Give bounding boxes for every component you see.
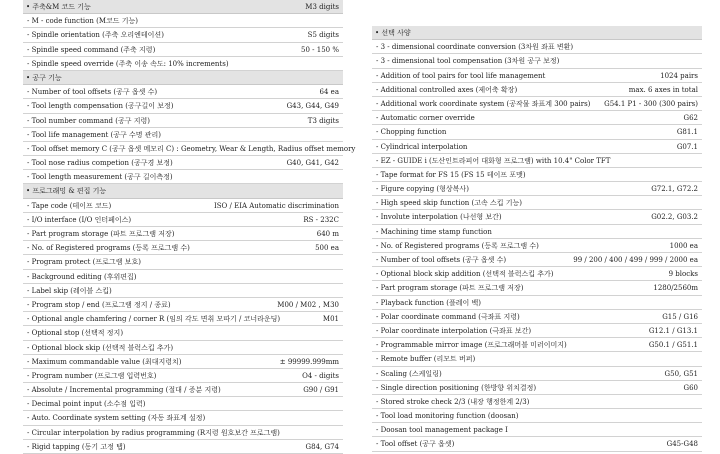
spec-row (23, 298, 343, 312)
spec-value: M00 / M02 , M30 (277, 300, 339, 309)
spec-row (23, 142, 356, 156)
spec-label: - Doosan tool management package I (376, 426, 508, 435)
spec-row (372, 154, 702, 168)
spec-label: - Chopping function (376, 128, 447, 137)
spec-value: ± 99999.999mm (279, 357, 339, 366)
spec-row (23, 28, 343, 42)
spec-row (372, 437, 702, 451)
spec-label: - No. of Registered programs (등록 프로그램 수) (27, 244, 190, 253)
spec-label: - 3 - dimensional tool compensation (3차원 공구 보정) (376, 57, 560, 66)
section-title: • 주축&M 코드 기능 (26, 3, 91, 11)
spec-row (372, 54, 702, 68)
spec-label: - Scaling (스케일링) (376, 369, 442, 378)
spec-row (23, 241, 343, 255)
spec-value: M01 (322, 315, 339, 324)
spec-label: - Optional block skip (선택적 블럭스킵 추가) (27, 343, 174, 352)
spec-label: - Figure copying (형상복사) (376, 185, 469, 194)
spec-row (372, 239, 702, 253)
spec-label: - Program number (프로그램 입력번호) (27, 371, 157, 380)
spec-row (372, 409, 702, 423)
spec-row (372, 83, 702, 97)
spec-value: RS - 232C (303, 215, 339, 224)
spec-value: G72.1, G72.2 (651, 185, 698, 194)
spec-value: 1024 pairs (660, 71, 698, 80)
spec-row (23, 99, 343, 113)
spec-row (372, 324, 702, 338)
spec-row (23, 369, 343, 383)
spec-value: G81.1 (676, 128, 698, 137)
spec-value: G02.2, G03.2 (651, 213, 698, 222)
spec-label: - High speed skip function (고속 스킵 기능) (376, 199, 523, 208)
spec-row (372, 69, 702, 83)
spec-row (23, 255, 343, 269)
spec-label: - Tool life management (공구 수명 관리) (27, 130, 161, 139)
spec-label: - Absolute / Incremental programming (절대 / 증분 지령) (27, 386, 221, 395)
spec-label: - I/O interface (I/O 인터페이스) (27, 215, 132, 224)
spec-label: - Cylindrical interpolation (376, 142, 468, 151)
spec-value: G50.1 / G51.1 (648, 341, 698, 350)
spec-row (23, 85, 343, 99)
spec-row (23, 411, 343, 425)
spec-value: 50 - 150 % (301, 45, 339, 54)
spec-value: G50, G51 (664, 369, 698, 378)
spec-value: G07.1 (676, 142, 698, 151)
spec-label: - Tool offset memory C (공구 옵셋 메모리 C) : Geometry, Wear & Length, Radius offset memory (27, 144, 356, 153)
spec-row (23, 213, 343, 227)
spec-value: G43, G44, G49 (286, 102, 339, 111)
spec-value: 64 ea (319, 88, 339, 97)
spec-value: G45-G48 (666, 440, 698, 449)
spec-row (372, 182, 702, 196)
spec-label: - Playback function (플레이 백) (376, 298, 481, 307)
spec-label: - Programmable mirror image (프로그래머블 미러이미지) (376, 341, 567, 350)
spec-value: 99 / 200 / 400 / 499 / 999 / 2000 ea (573, 256, 698, 264)
spec-label: - Addition of tool pairs for tool life management (376, 71, 546, 80)
spec-label: - Tool offset (공구 옵셋) (376, 440, 455, 449)
spec-label: - Tool number command (공구 지령) (27, 116, 150, 125)
spec-value: ISO / EIA Automatic discrimination (213, 201, 339, 210)
spec-label: - Involute interpolation (나선형 보간) (376, 213, 502, 222)
spec-label: - Number of tool offsets (공구 옵셋 수) (376, 256, 507, 264)
spec-value: G15 / G16 (662, 312, 698, 321)
option-spec-column (372, 26, 702, 452)
spec-label: - Part program storage (파트 프로그램 저장) (27, 230, 175, 238)
spec-value: max. 6 axes in total (628, 85, 698, 94)
spec-label: - Spindle speed command (주축 지령) (27, 45, 156, 54)
spec-row (372, 381, 702, 395)
spec-label: - Tape format for FS 15 (FS 15 테이프 포맷) (376, 170, 526, 179)
spec-row (23, 284, 343, 298)
spec-label: - Spindle speed override (주축 이송 속도: 10% increments) (27, 59, 229, 68)
spec-label: - Number of tool offsets (공구 옵셋 수) (27, 88, 158, 97)
spec-label: - Optional stop (선택적 정지) (27, 329, 124, 338)
spec-label: - Additional controlled axes (제어축 확장) (376, 85, 518, 94)
spec-value: 640 m (316, 230, 339, 238)
spec-row (372, 210, 702, 224)
spec-row (23, 43, 343, 57)
spec-row (23, 57, 343, 71)
spec-row (372, 125, 702, 139)
spec-label: - Stored stroke check 2/3 (내장 행정한계 2/3) (376, 397, 530, 406)
spec-row (372, 196, 702, 210)
spec-label: - Polar coordinate command (극좌표 지령) (376, 312, 520, 321)
spec-row (23, 312, 343, 326)
spec-label: - Tool load monitoring function (doosan) (376, 412, 519, 421)
spec-label: - Machining time stamp function (376, 227, 492, 236)
spec-row (372, 423, 702, 437)
spec-row (372, 395, 702, 409)
spec-row (372, 40, 702, 54)
spec-label: - Program stop / end (프로그램 정지 / 종료) (27, 300, 171, 309)
spec-label: - Maximum commandable value (최대지령치) (27, 357, 182, 366)
spec-row (23, 14, 343, 28)
spec-row (372, 168, 702, 182)
spec-row (23, 397, 343, 411)
spec-row (372, 267, 702, 281)
spec-label: - Tape code (테이프 코드) (27, 201, 112, 210)
spec-row (372, 310, 702, 324)
spec-row (23, 128, 343, 142)
spec-value: T3 digits (307, 116, 339, 125)
spec-value: G60 (683, 383, 698, 392)
spec-row (23, 440, 343, 454)
spec-row (372, 352, 702, 366)
spec-row (23, 341, 343, 355)
spec-label: - Part program storage (파트 프로그램 저장) (376, 284, 524, 293)
spec-row (23, 199, 343, 213)
spec-label: - Polar coordinate interpolation (극좌표 보간) (376, 326, 532, 335)
spec-value: G62 (683, 114, 698, 123)
spec-row (372, 97, 702, 111)
section-header (23, 0, 343, 14)
spec-label: - Additional work coordinate system (공작물 좌표계 300 pairs) (376, 99, 591, 108)
spec-row (372, 225, 702, 239)
spec-label: - M - code function (M코드 기능) (27, 17, 138, 26)
spec-value: 500 ea (315, 244, 339, 253)
spec-row (23, 355, 343, 369)
spec-value: G40, G41, G42 (286, 159, 339, 168)
spec-label: - Background editing (후위편집) (27, 272, 137, 281)
spec-row (23, 383, 343, 397)
spec-label: - Auto. Coordinate system setting (자동 좌표계 설정) (27, 414, 206, 423)
spec-value: M3 digits (305, 3, 339, 11)
spec-value: 1000 ea (669, 241, 698, 250)
spec-label: - Tool length measurement (공구 길이측정) (27, 173, 173, 182)
spec-label: - Rigid tapping (동기 고정 탭) (27, 442, 126, 451)
section-header (23, 71, 343, 85)
spec-label: - Automatic corner override (376, 114, 475, 123)
spec-row (23, 156, 343, 170)
spec-row (372, 367, 702, 381)
section-title: • 선택 사양 (375, 29, 411, 37)
spec-row (23, 114, 343, 128)
spec-label: - Spindle orientation (주축 오리엔테이션) (27, 31, 164, 40)
spec-value: O4 - digits (302, 371, 339, 380)
spec-label: - Label skip (레이블 스킵) (27, 286, 112, 295)
spec-label: - Tool length compensation (공구길이 보정) (27, 102, 174, 111)
spec-value: 1280/2560m (653, 284, 698, 293)
spec-row (372, 296, 702, 310)
spec-label: - 3 - dimensional coordinate conversion (3차원 좌표 변환) (376, 43, 574, 52)
spec-label: - Circular interpolation by radius programming (R지령 원호보간 프로그램) (27, 428, 280, 437)
section-header (372, 26, 702, 40)
spec-value: G84, G74 (305, 442, 339, 451)
spec-row (23, 426, 343, 440)
section-header (23, 184, 343, 198)
spec-row (372, 253, 702, 267)
spec-label: - Tool nose radius competion (공구경 보정) (27, 159, 173, 168)
spec-value: G90 / G91 (303, 386, 339, 395)
spec-label: - Optional block skip addition (선택적 블럭스킵 추가) (376, 270, 554, 279)
spec-row (372, 111, 702, 125)
spec-row (23, 170, 343, 184)
section-title: • 프로그래밍 & 편집 기능 (26, 187, 107, 196)
spec-row (23, 270, 343, 284)
spec-label: - Single direction positioning (한방향 위치결정) (376, 383, 537, 392)
spec-row (372, 140, 702, 154)
standard-spec-column (23, 0, 356, 454)
spec-label: - EZ - GUIDE i (도산인트라피어 대화형 프로그램) with 10.4" Color TFT (376, 156, 611, 165)
section-title: • 공구 기능 (26, 73, 62, 82)
spec-row (372, 338, 702, 352)
spec-value: G54.1 P1 - 300 (300 pairs) (604, 99, 698, 108)
spec-label: - Remote buffer (리모트 버퍼) (376, 355, 476, 364)
spec-value: S5 digits (307, 31, 339, 40)
spec-row (372, 281, 702, 295)
spec-label: - No. of Registered programs (등록 프로그램 수) (376, 241, 539, 250)
spec-label: - Decimal point input (소수점 입력) (27, 400, 146, 409)
spec-value: 9 blocks (668, 270, 698, 279)
spec-label: - Program protect (프로그램 보호) (27, 258, 141, 267)
spec-row (23, 227, 343, 241)
spec-row (23, 326, 343, 340)
spec-value: G12.1 / G13.1 (648, 326, 698, 335)
spec-label: - Optional angle chamfering / corner R (임의 각도 면취 모따기 / 코너라운딩) (27, 315, 281, 324)
